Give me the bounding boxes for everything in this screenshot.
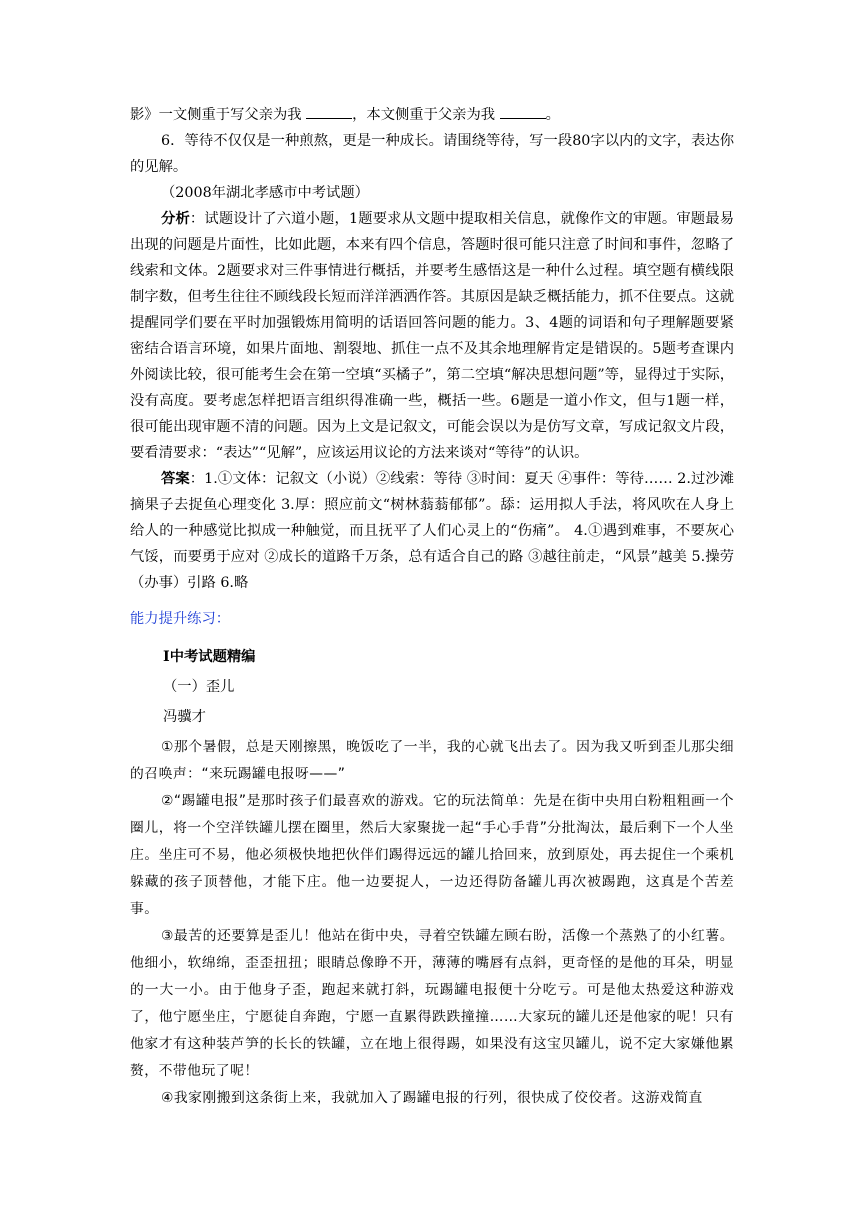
story-paragraph-3: ③最苦的还要算是歪儿！他站在街中央，寻着空铁罐左顾右盼，活像一个蒸熟了的小红薯。他细小，软绵绵，歪歪扭扭；眼睛总像睁不开，薄薄的嘴唇有点斜，更奇怪的是他的耳朵，明显的一大一小。由于他身子歪，跑起来就打斜，玩踢罐电报便十分吃亏。可是他太热爱这种游戏了，他宁愿坐庄，宁愿徒自奔跑，宁愿一直累得跌跌撞撞……大家玩的罐儿还是他家的呢！只有他家才有这种装芦笋的长长的铁罐，立在地上很得踢，如果没有这宝贝罐儿，说不定大家嫌他累赘，不带他玩了呢！ (130, 928, 734, 1079)
q5-text-a: 影》一文侧重于写父亲为我 (130, 107, 302, 123)
analysis-paragraph (130, 206, 734, 466)
answer-text: ：1.①文体：记叙文（小说）②线索：等待 ③时间：夏天 ④事件：等待…… 2.过沙滩 摘果子去捉鱼心理变化 3.厚：照应前文“树林蓊蓊郁郁”。舔：运用拟人手法，将风吹在人身上给人的一种感觉比拟成一种触觉，而且抚平了人们心灵上的“伤痛”。 4.①遇到难事，不要灰心气馁，而要勇于应对 ②成长的道路千万条，总有适合自己的路 ③越往前走，“风景”越美 5.操劳（办事）引路 6.略 (130, 471, 735, 591)
analysis-text: ：试题设计了六道小题，1题要求从文题中提取相关信息，就像作文的审题。审题最易出现的问题是片面性，比如此题，本来有四个信息，答题时很可能只注意了时间和事件，忽略了线索和文体。2题要求对三件事情进行概括，并要考生感悟这是一种什么过程。填空题有横线限制字数，但考生往往不顾线段长短而洋洋洒洒作答。其原因是缺乏概括能力，抓不住要点。这就提醒同学们要在平时加强锻炼用简明的话语回答问题的能力。3、4题的词语和句子理解题要紧密结合语言环境，如果片面地、割裂地、抓住一点不及其余地理解肯定是错误的。5题考查课内外阅读比较，很可能考生会在第一空填“买橘子”，第二空填“解决思想问题”等，显得过于实际，没有高度。要考虑怎样把语言组织得准确一些，概括一些。6题是一道小作文，但与1题一样，很可能出现审题不清的问题。因为上文是记叙文，可能会误以为是仿写文章，写成记叙文片段，要看清要求：“表达”“见解”，应该运用议论的方法来谈对“等待”的认识。 (130, 211, 735, 461)
answer-blank-1[interactable] (306, 102, 352, 119)
section-title: Ⅰ中考试题精编 (163, 649, 256, 665)
story-author: 冯骥才 (163, 709, 206, 725)
story-paragraph-4: ④我家刚搬到这条街上来，我就加入了踢罐电报的行列，很快成了佼佼者。这游戏简直 (161, 1090, 703, 1106)
question-5-tail (130, 102, 734, 128)
answer-blank-2[interactable] (500, 102, 546, 119)
story-paragraph-1: ①那个暑假，总是天刚擦黑，晚饭吃了一半，我的心就飞出去了。因为我又听到歪儿那尖细的召唤声：“来玩踢罐电报呀——” (130, 739, 734, 782)
document-page (130, 102, 734, 1112)
practice-link[interactable]: 能力提升练习： (130, 611, 231, 627)
q5-text-c: 。 (545, 107, 560, 123)
story-title: （一）歪儿 (163, 679, 235, 695)
answer-label: 答案 (161, 471, 190, 487)
question-6: 6．等待不仅仅是一种煎熬，更是一种成长。请围绕等待，写一段80字以内的文字，表达你的见解。 (130, 133, 734, 175)
story-paragraph-2: ②“踢罐电报”是那时孩子们最喜欢的游戏。它的玩法简单：先是在街中央用白粉粗粗画一个圈儿，将一个空洋铁罐儿摆在圈里，然后大家聚拢一起“手心手背”分批淘汰，最后剩下一个人坐庄。坐庄可不易，他必须极快地把伙伴们踢得远远的罐儿拾回来，放到原处，再去捉住一个乘机躲藏的孩子顶替他，才能下庄。他一边要捉人，一边还得防备罐儿再次被踢跑，这真是个苦差事。 (130, 793, 734, 917)
analysis-label: 分析 (161, 211, 190, 227)
q5-text-b: ，本文侧重于父亲为我 (352, 107, 496, 123)
answer-paragraph (130, 466, 734, 596)
source-note: （2008年湖北孝感市中考试题） (161, 185, 369, 201)
